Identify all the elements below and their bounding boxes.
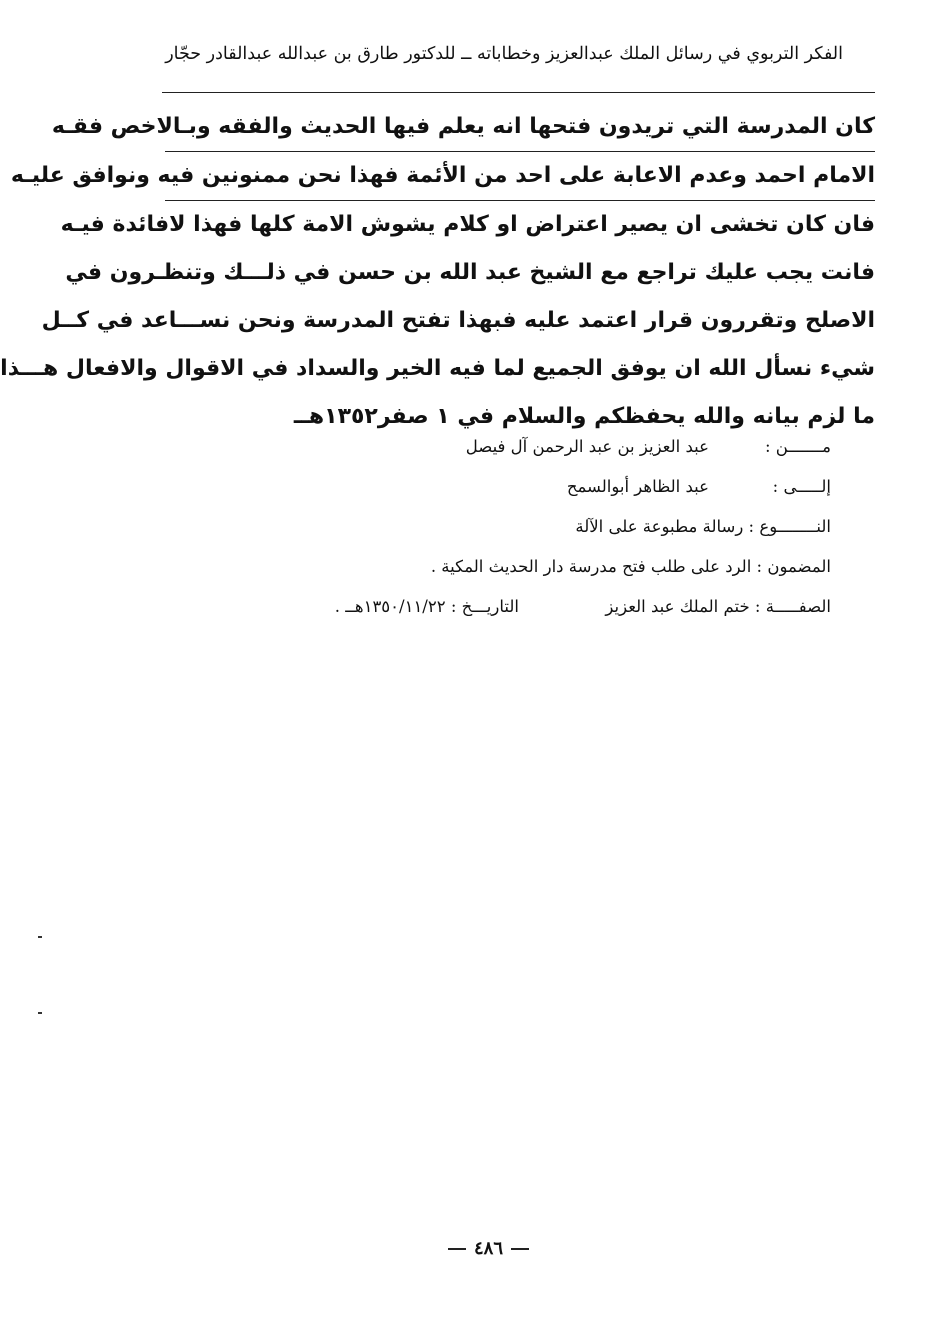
content-row [151,557,831,597]
letter-line: فان كان تخشى ان يصير اعتراض او كلام يشوش الامة كلها فهذا لافائدة فيـه [60,212,875,237]
from-row [151,437,831,477]
letter-line: الاصلح وتقررون قرار اعتمد عليه فبهذا تفتح المدرسة ونحن نســـاعد في كــل [41,308,875,333]
letter-metadata [151,437,831,637]
to-value: عبد الظاهر أبوالسمح [566,477,709,496]
seal-text: الصفـــــة : ختم الملك عبد العزيز [605,597,831,616]
letter-line: شيء نسأل الله ان يوفق الجميع لما فيه الخير والسداد في الاقوال والافعال هـــذا [0,356,875,381]
to-row [151,477,831,517]
page-number-dash [511,1248,529,1250]
letter-line: ما لزم بيانه والله يحفظكم والسلام في ١ صفر١٣٥٢هــ [293,404,875,429]
date-text: التاريـــخ : ١٣٥٠/١١/٢٢هــ . [334,597,519,616]
type-text: النــــــــوع : رسالة مطبوعة على الآلة [575,517,831,536]
seal-row [151,597,831,637]
scan-margin-mark [38,1012,42,1014]
from-value: عبد العزيز بن عبد الرحمن آل فيصل [465,437,709,456]
letter-line: فانت يجب عليك تراجع مع الشيخ عبد الله بن حسن في ذلـــك وتنظـرون في [65,260,875,285]
letter-body [0,103,875,441]
letter-line: كان المدرسة التي تريدون فتحها انه يعلم فيها الحديث والفقه وبـالاخص فقـه [165,103,875,152]
header-divider [162,92,875,93]
page-number [38,1238,939,1259]
scan-margin-mark [38,936,42,938]
running-header: الفكر التربوي في رسائل الملك عبدالعزيز وخطاباته ــ للدكتور طارق بن عبدالله عبدالقادر حجّار [165,44,843,64]
letter-line: الامام احمد وعدم الاعابة على احد من الأئمة فهذا نحن ممنونين فيه ونوافق عليـه [165,152,875,201]
from-label: مـــــــن : [764,437,831,456]
page-number-dash [448,1248,466,1250]
to-label: إلـــــى : [772,477,831,496]
content-text: المضمون : الرد على طلب فتح مدرسة دار الحديث المكية . [430,557,831,576]
type-row [151,517,831,557]
page-number-value: ٤٨٦ [473,1238,503,1259]
